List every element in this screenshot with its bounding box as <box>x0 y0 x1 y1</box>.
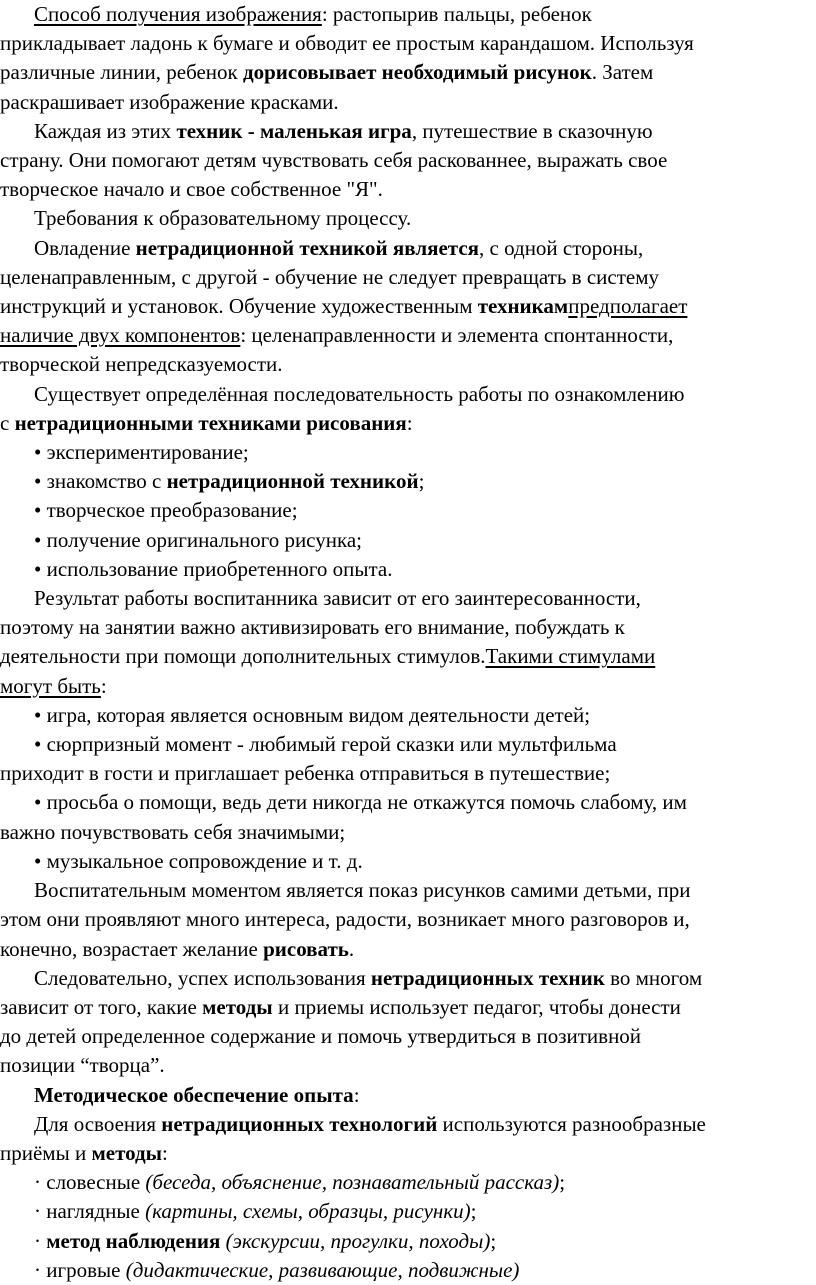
text-span: Для освоения <box>34 1111 162 1136</box>
list-item <box>0 1256 816 1285</box>
text-line: этом они проявляют много интереса, радости, возникает много разговоров и, <box>0 907 690 932</box>
text-span: : <box>353 1082 360 1107</box>
list-item: • игра, которая является основным видом деятельности детей; <box>34 702 591 727</box>
list-item <box>0 467 816 496</box>
list-item: • музыкальное сопровождение и т. д. <box>34 848 363 873</box>
text-line: прикладывает ладонь к бумаге и обводит ее простым карандашом. Используя <box>0 31 694 56</box>
text-line <box>0 672 816 701</box>
text-line: Воспитательным моментом является показ рисунков самими детьми, при <box>34 878 691 903</box>
text-line <box>0 117 816 146</box>
text-span: : растопырив пальцы, ребенок <box>321 2 592 26</box>
text-line: Результат работы воспитанника зависит от его заинтересованности, <box>34 586 641 611</box>
text-span: : <box>100 673 107 698</box>
text-span: : <box>406 410 413 435</box>
underlined-term: предполагает <box>568 294 688 319</box>
text-span: · <box>34 1228 47 1253</box>
bullet-list-stimuli <box>0 701 816 876</box>
text-line <box>0 964 816 993</box>
text-line: до детей определенное содержание и помочь утвердиться в позитивной <box>0 1024 642 1049</box>
list-item <box>0 1227 816 1256</box>
paragraph-techniques-game <box>0 117 816 205</box>
text-span: различные линии, ребенок <box>0 60 243 85</box>
paragraph-image-method <box>0 0 816 117</box>
text-span: : целенаправленности и элемента спонтанности, <box>240 323 674 348</box>
bold-term: методы <box>91 1140 163 1165</box>
text-span: во многом <box>604 965 703 990</box>
text-line <box>0 292 816 321</box>
underlined-term: могут быть <box>0 673 101 698</box>
text-line: • просьба о помощи, ведь дети никогда не откажутся помочь слабому, им <box>34 790 687 815</box>
text-line <box>0 642 816 671</box>
text-span: используются разнообразные <box>437 1111 706 1136</box>
text-span: приёмы и <box>0 1140 92 1165</box>
paragraph-requirements <box>0 204 816 233</box>
underlined-term: Способ получения изображения <box>34 2 322 26</box>
list-item <box>0 788 816 846</box>
text-line: целенаправленным, с другой - обучение не следует превращать в систему <box>0 264 660 289</box>
text-line <box>0 1081 816 1110</box>
list-item <box>0 1197 816 1226</box>
bullet-list-sequence <box>0 438 816 584</box>
text-span: ; <box>490 1228 497 1253</box>
text-span: : <box>162 1140 168 1165</box>
text-line: • сюрпризный момент - любимый герой сказки или мультфильма <box>34 732 617 757</box>
text-line: важно почувствовать себя значимыми; <box>0 819 346 844</box>
bold-term: техник - маленькая игра <box>176 118 412 143</box>
list-item <box>0 730 816 788</box>
bold-term: рисовать <box>263 936 349 961</box>
text-span: инструкций и установок. Обучение художественным <box>0 294 478 319</box>
text-span: деятельности при помощи дополнительных стимулов. <box>0 644 486 669</box>
text-span: · наглядные <box>34 1199 146 1224</box>
bold-term: техникам <box>477 294 569 319</box>
text-line: творческой непредсказуемости. <box>0 352 283 377</box>
text-line: раскрашивает изображение красками. <box>0 89 339 114</box>
text-line: приходит в гости и приглашает ребенка отправиться в путешествие; <box>0 761 611 786</box>
text-span: конечно, возрастает желание <box>0 936 264 961</box>
paragraph-mastery <box>0 234 816 380</box>
text-span: . Затем <box>591 60 654 85</box>
bold-term: нетрадиционной техникой <box>166 469 419 494</box>
text-span: и приемы использует педагог, чтобы донести <box>272 994 681 1019</box>
text-span: Овладение <box>34 235 136 260</box>
text-span: · словесные <box>34 1170 146 1195</box>
text-span: , с одной стороны, <box>479 235 644 260</box>
list-item <box>0 1168 816 1197</box>
bold-term: методы <box>202 994 273 1019</box>
list-item: • получение оригинального рисунка; <box>34 527 363 552</box>
list-item: • экспериментирование; <box>34 440 249 465</box>
text-span: ; <box>470 1199 477 1224</box>
paragraph-methods <box>0 1110 816 1168</box>
bold-term: дорисовывает необходимый рисунок <box>243 60 592 85</box>
italic-span: (дидактические, развивающие, подвижные) <box>125 1257 520 1282</box>
text-line: поэтому на занятии важно активизировать его внимание, побуждать к <box>0 615 625 640</box>
text-line <box>0 1110 816 1139</box>
text-span: . <box>348 936 355 961</box>
italic-span: (картины, схемы, образцы, рисунки) <box>145 1199 471 1224</box>
italic-span: (беседа, объяснение, познавательный рассказ) <box>145 1170 560 1195</box>
text-span: Каждая из этих <box>34 118 177 143</box>
text-line <box>0 234 816 263</box>
text-line: Требования к образовательному процессу. <box>34 206 412 231</box>
bold-heading: Методическое обеспечение опыта <box>34 1082 354 1107</box>
bold-term: нетрадиционных технологий <box>161 1111 438 1136</box>
text-line: страну. Они помогают детям чувствовать себя раскованнее, выражать свое <box>0 148 668 173</box>
bold-term: нетрадиционной техникой является <box>135 235 480 260</box>
bold-term: нетрадиционных техник <box>370 965 605 990</box>
text-line <box>0 58 816 87</box>
section-heading-methodical <box>0 1081 816 1110</box>
text-line <box>0 0 816 29</box>
underlined-term: наличие двух компонентов <box>0 323 241 348</box>
text-line <box>0 993 816 1022</box>
text-span: зависит от того, какие <box>0 994 203 1019</box>
paragraph-educational-moment <box>0 876 816 964</box>
text-line: Существует определённая последовательность работы по ознакомлению <box>34 381 685 406</box>
text-line: позиции “творца”. <box>0 1053 165 1078</box>
bold-term: метод наблюдения <box>46 1228 221 1253</box>
text-span: • знакомство с <box>34 469 167 494</box>
text-span: · игровые <box>34 1257 126 1282</box>
text-line <box>0 1139 816 1168</box>
paragraph-sequence <box>0 380 816 438</box>
text-line <box>0 409 816 438</box>
dot-list-methods <box>0 1168 816 1285</box>
text-span: ; <box>559 1170 566 1195</box>
text-span: Следовательно, успех использования <box>34 965 371 990</box>
list-item: • использование приобретенного опыта. <box>34 556 393 581</box>
bold-term: нетрадиционными техниками рисования <box>14 410 407 435</box>
underlined-term: Такими стимулами <box>485 644 656 669</box>
text-line <box>0 935 816 964</box>
paragraph-result <box>0 584 816 701</box>
text-span: с <box>0 410 15 435</box>
text-line: творческое начало и свое собственное "Я". <box>0 177 383 202</box>
text-span: , путешествие в сказочную <box>411 118 653 143</box>
paragraph-success <box>0 964 816 1081</box>
text-line <box>0 321 816 350</box>
list-item: • творческое преобразование; <box>34 498 298 523</box>
text-span: ; <box>418 469 425 494</box>
italic-span: (экскурсии, прогулки, походы) <box>225 1228 491 1253</box>
